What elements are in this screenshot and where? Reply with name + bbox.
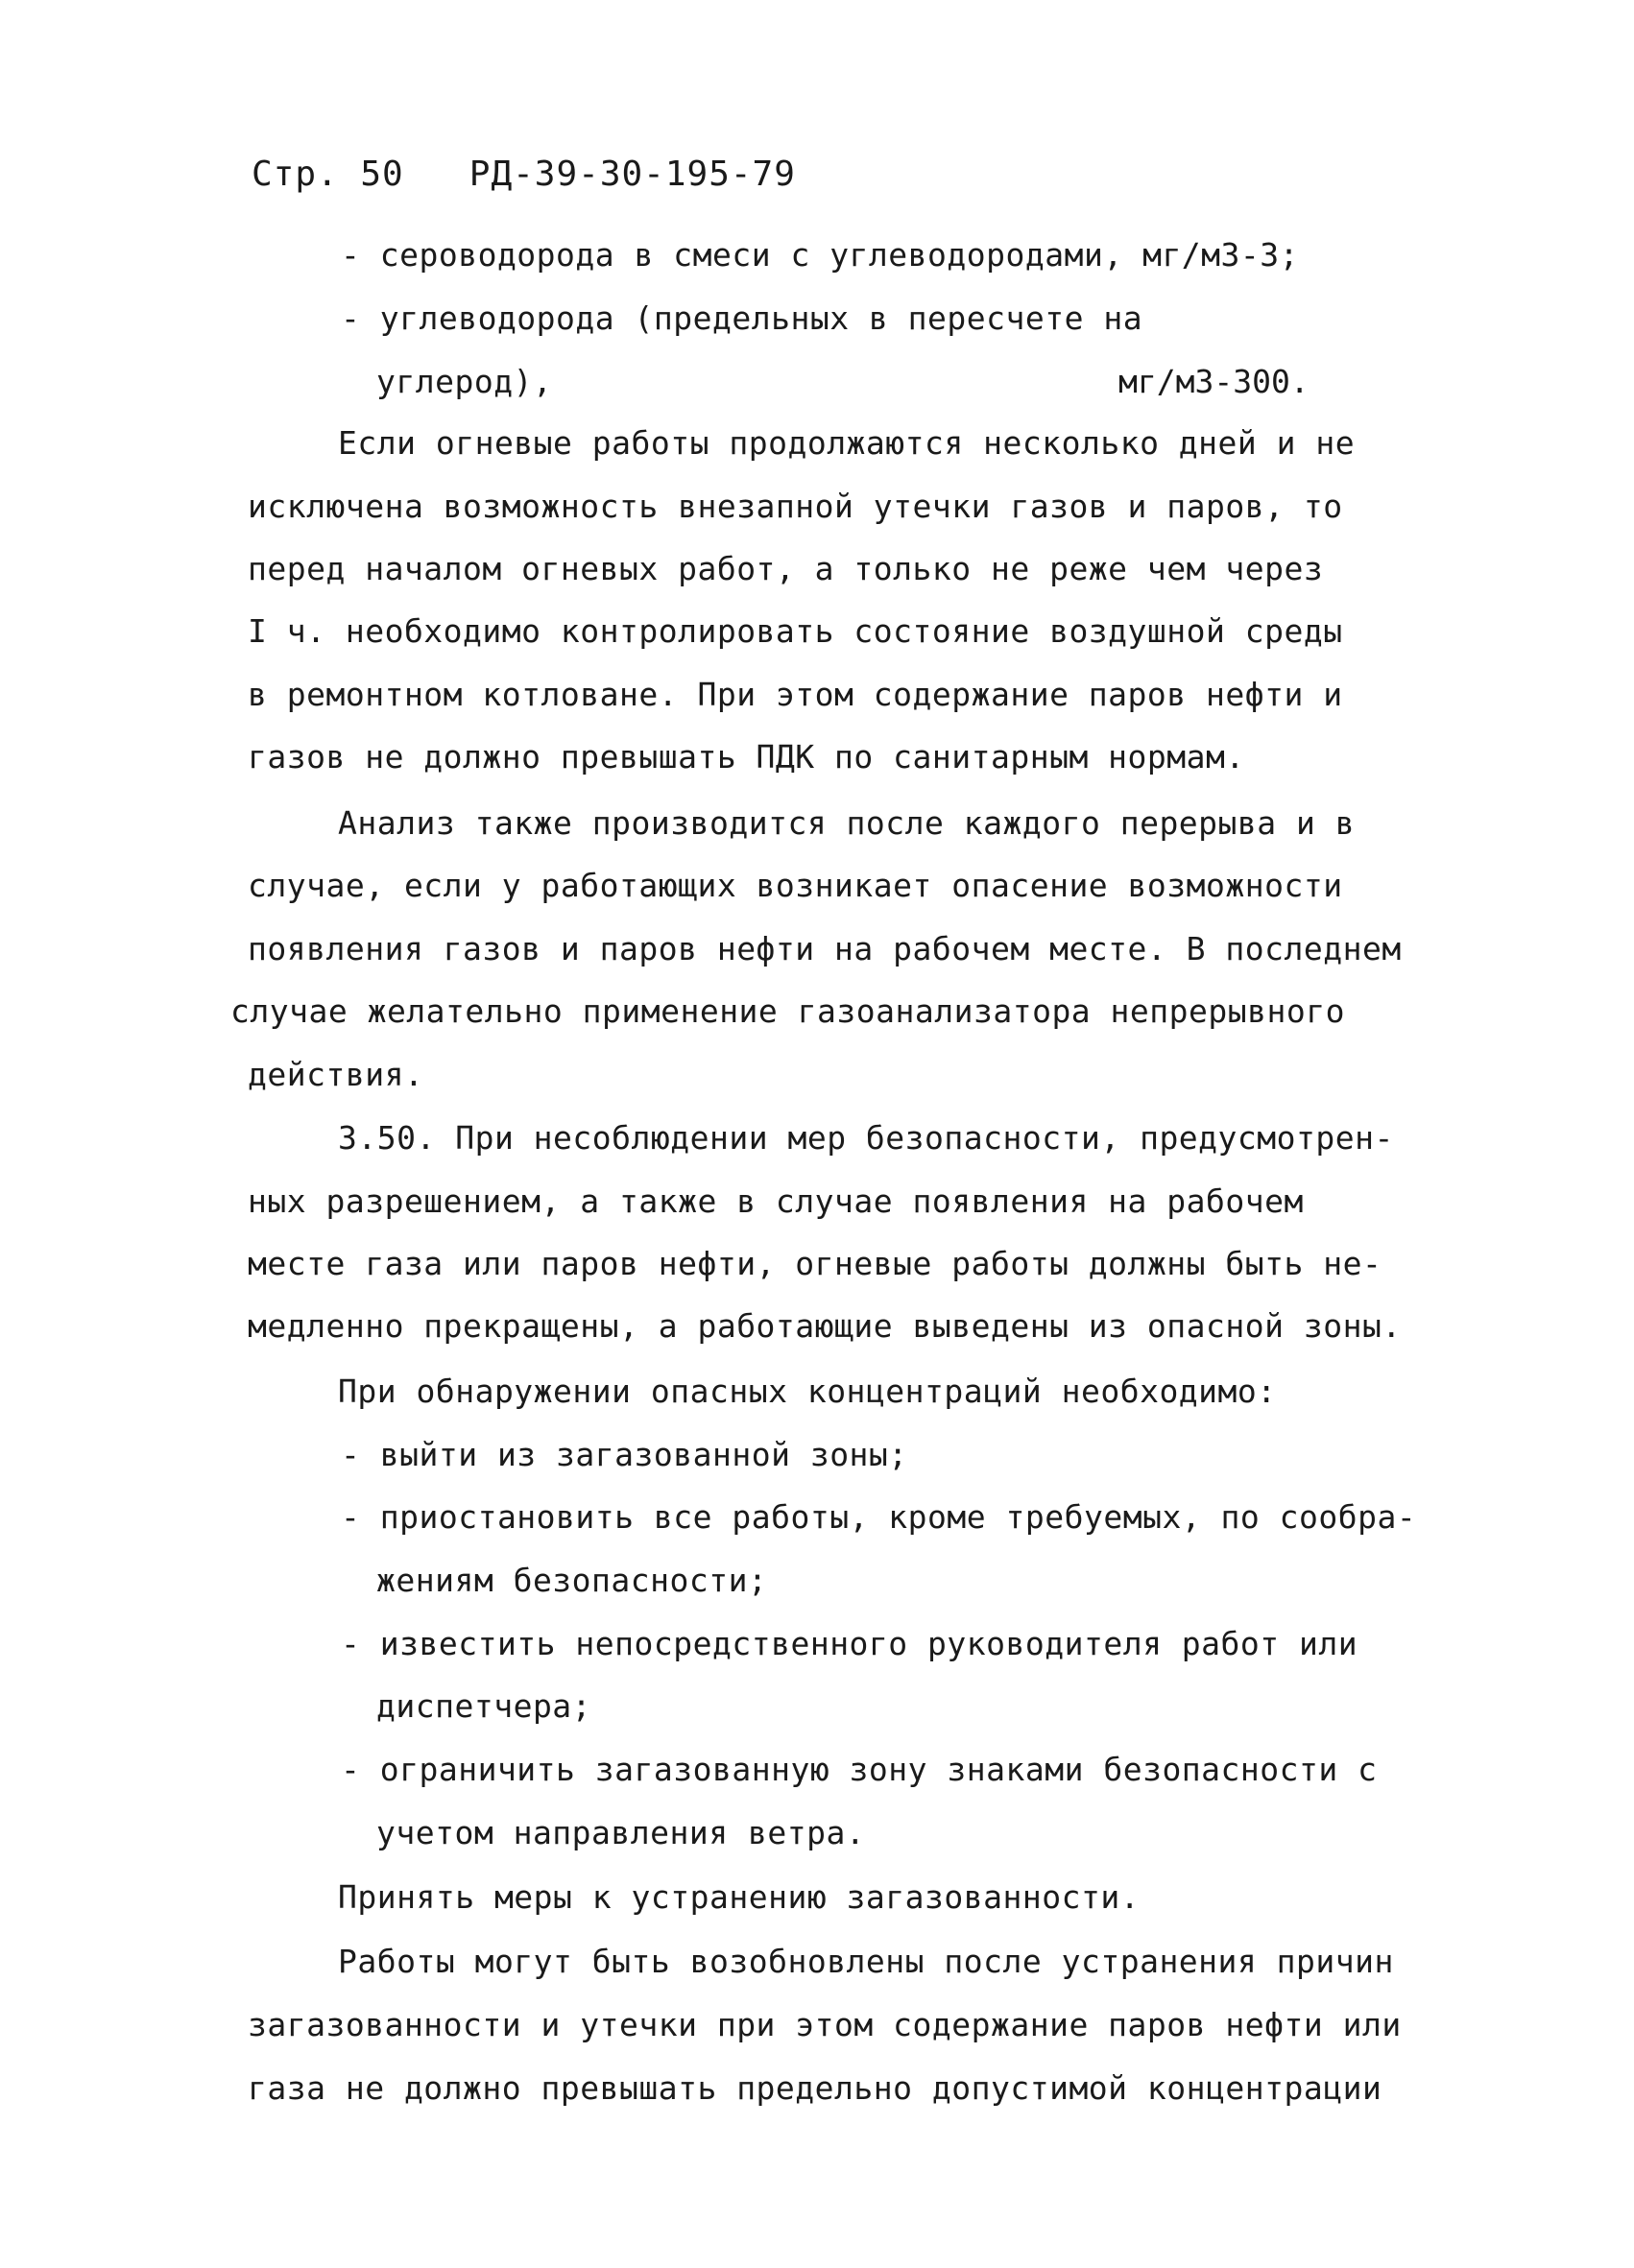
text-line: газов не должно превышать ПДК по санитарным нормам. <box>248 738 1245 776</box>
text-line: действия. <box>248 1056 424 1093</box>
text-line: ных разрешением, а также в случае появления на рабочем <box>248 1182 1304 1220</box>
page-header <box>252 154 796 196</box>
text-line: газа не должно превышать предельно допустимой концентрации <box>248 2069 1382 2107</box>
text-line: случае желательно применение газоанализатора непрерывного <box>230 992 1345 1030</box>
text-line: - углеводорода (предельных в пересчете на <box>341 299 1143 337</box>
document-code: РД-39-30-195-79 <box>469 155 796 194</box>
text-line: Анализ также производится после каждого перерыва и в <box>338 804 1356 842</box>
text-line: - известить непосредственного руководителя работ или <box>341 1625 1358 1662</box>
text-line: I ч. необходимо контролировать состояние воздушной среды <box>248 612 1343 650</box>
page-number: Стр. 50 <box>252 155 404 194</box>
text-line: загазованности и утечки при этом содержание паров нефти или <box>248 2006 1402 2043</box>
text-line: медленно прекращены, а работающие выведены из опасной зоны. <box>248 1307 1402 1345</box>
text-line: появления газов и паров нефти на рабочем месте. В последнем <box>248 930 1402 967</box>
text-line: Принять меры к устранению загазованности. <box>338 1878 1141 1916</box>
text-line: 3.50. При несоблюдении мер безопасности, предусмотрен- <box>338 1119 1394 1157</box>
text-line: Работы могут быть возобновлены после устранения причин <box>338 1943 1394 1980</box>
text-line: Если огневые работы продолжаются несколько дней и не <box>338 424 1356 462</box>
text-line: диспетчера; <box>376 1687 592 1725</box>
text-line: - приостановить все работы, кроме требуемых, по сообра- <box>341 1498 1417 1536</box>
text-line: перед началом огневых работ, а только не реже чем через <box>248 550 1324 587</box>
text-line: - выйти из загазованной зоны; <box>341 1436 908 1473</box>
text-line: углерод), <box>376 363 553 400</box>
text-line: месте газа или паров нефти, огневые работы должны быть не- <box>248 1245 1382 1282</box>
text-line: - сероводорода в смеси с углеводородами, мг/м3-3; <box>341 236 1300 274</box>
text-line: в ремонтном котловане. При этом содержание паров нефти и <box>248 676 1343 713</box>
text-line: исключена возможность внезапной утечки газов и паров, то <box>248 488 1343 525</box>
text-line: При обнаружении опасных концентраций необходимо: <box>338 1373 1277 1410</box>
text-line: случае, если у работающих возникает опасение возможности <box>248 867 1343 904</box>
unit-value: мг/м3-300. <box>1118 363 1310 400</box>
text-line: учетом направления ветра. <box>376 1814 866 1851</box>
text-line: жениям безопасности; <box>376 1562 768 1599</box>
text-line: - ограничить загазованную зону знаками безопасности с <box>341 1751 1378 1788</box>
